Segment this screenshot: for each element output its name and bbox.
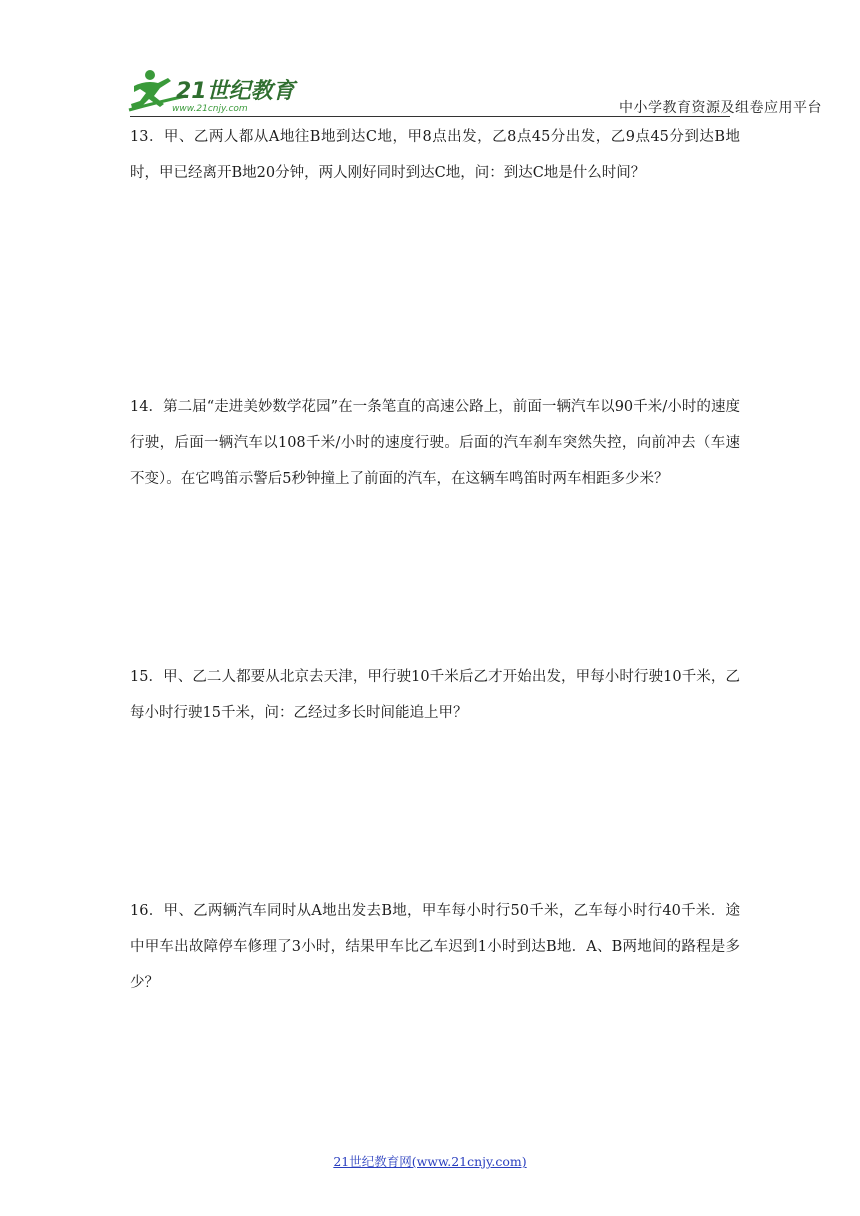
platform-name: 中小学教育资源及组卷应用平台 xyxy=(619,100,822,116)
question-16: 16．甲、乙两辆汽车同时从A地出发去B地，甲车每小时行50千米，乙车每小时行40千米．途中甲车出故障停车修理了3小时，结果甲车比乙车迟到1小时到达B地．A、B两地间的路程是多少？ xyxy=(130,903,740,991)
svg-text:www.21cnjy.com: www.21cnjy.com xyxy=(172,104,248,114)
page-header xyxy=(0,0,860,120)
svg-text:21世纪教育: 21世纪教育 xyxy=(176,79,295,104)
question-14: 14．第二届“走进美妙数学花园”在一条笔直的高速公路上，前面一辆汽车以90千米/小时的速度行驶，后面一辆汽车以108千米/小时的速度行驶。后面的汽车刹车突然失控，向前冲去（车速不变）。在它鸣笛示警后5秒钟撞上了前面的汽车，在这辆车鸣笛时两车相距多少米？ xyxy=(130,399,740,487)
page-footer xyxy=(0,1152,860,1170)
runner-logo-icon xyxy=(128,66,308,116)
footer-link[interactable]: 21世纪教育网(www.21cnjy.com) xyxy=(333,1154,527,1169)
question-13: 13．甲、乙两人都从A地往B地到达C地，甲8点出发，乙8点45分出发，乙9点45分到达B地时，甲已经离开B地20分钟，两人刚好同时到达C地，问：到达C地是什么时间？ xyxy=(130,129,740,181)
question-15: 15．甲、乙二人都要从北京去天津，甲行驶10千米后乙才开始出发，甲每小时行驶10千米，乙每小时行驶15千米，问：乙经过多长时间能追上甲？ xyxy=(130,669,740,721)
site-logo[interactable] xyxy=(128,66,308,116)
header-divider xyxy=(130,116,730,117)
